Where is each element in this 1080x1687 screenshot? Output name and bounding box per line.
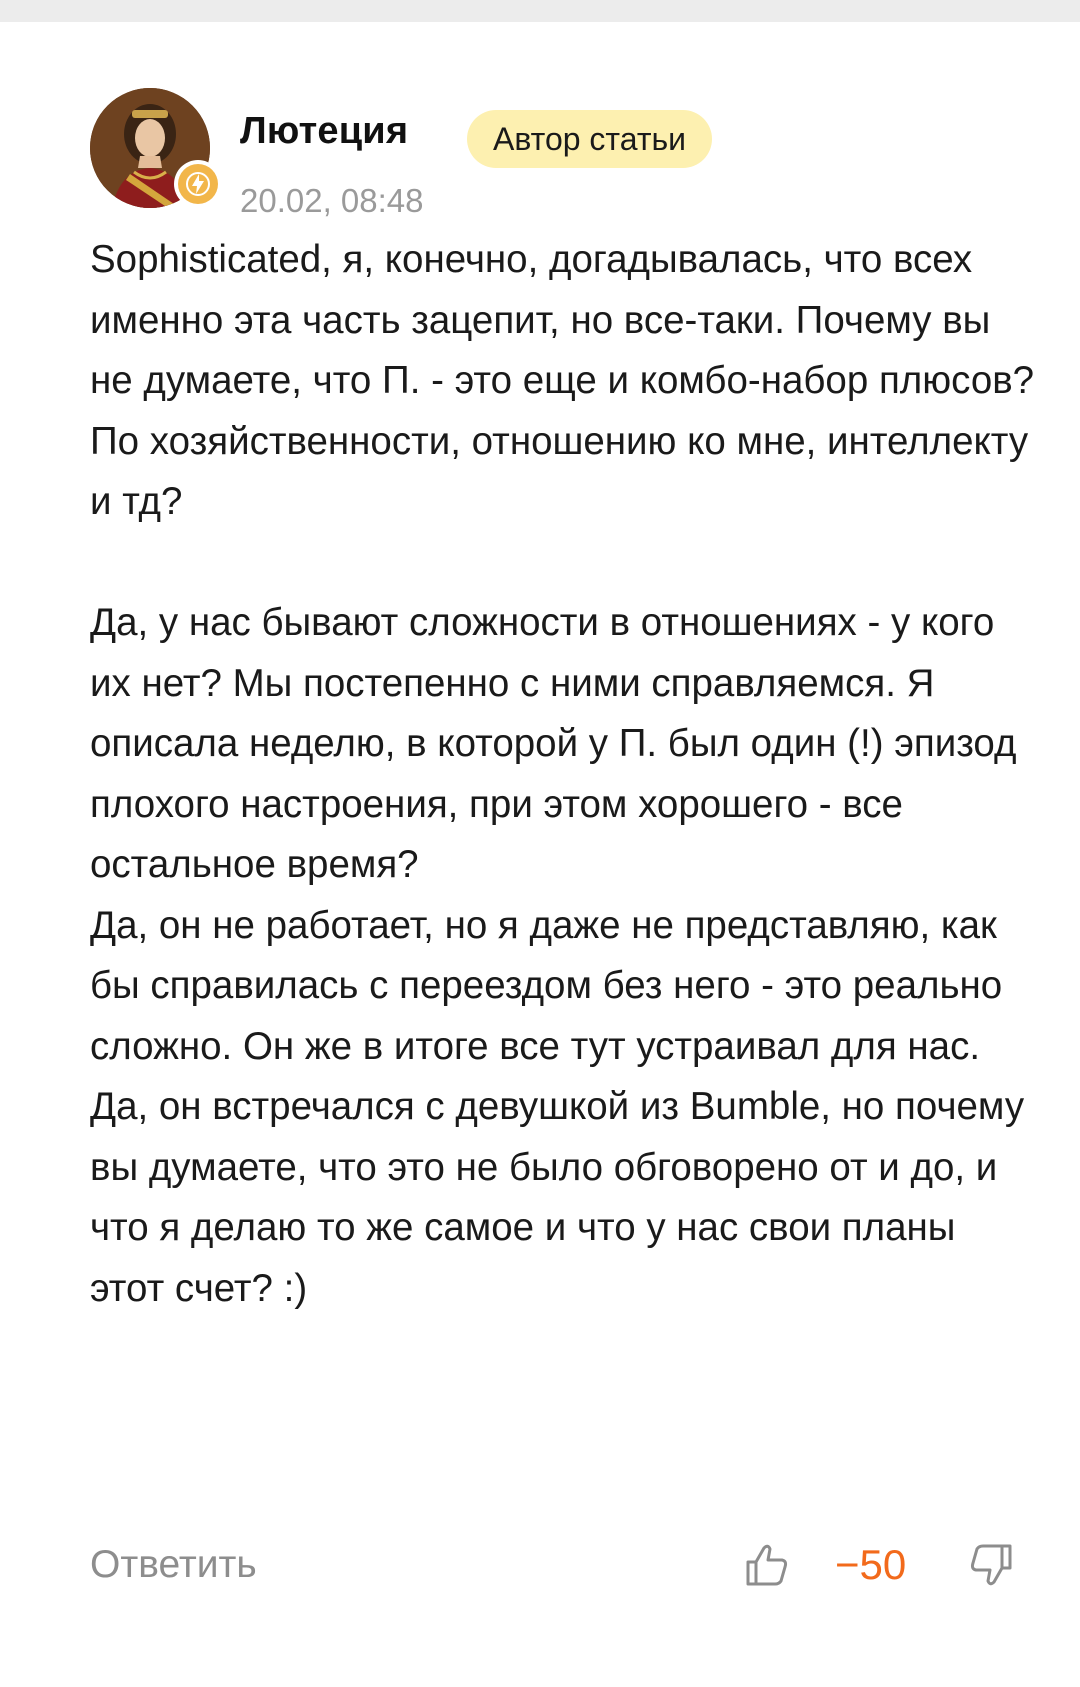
article-author-badge: Автор статьи	[467, 110, 712, 168]
author-status-badge	[174, 160, 222, 208]
comment-body	[90, 230, 1040, 1319]
thumbs-up-icon	[742, 1540, 792, 1590]
comment-card	[0, 22, 1080, 1687]
comment-header	[90, 88, 1040, 218]
comment-paragraph: Да, он не работает, но я даже не представляю, как бы справилась с переездом без него - это реально сложно. Он же в итоге все тут устраивал для нас.	[90, 903, 1003, 1068]
comment-timestamp: 20.02, 08:48	[240, 182, 424, 219]
comment-paragraph: Sophisticated, я, конечно, догадывалась, что всех именно эта часть зацепит, но все-таки. Почему вы не думаете, что П. - это еще и комбо-набор плюсов? По хозяйственности, отношению ко мне, интеллекту и тд?	[90, 238, 1035, 523]
author-name[interactable]: Лютеция	[240, 110, 409, 152]
lightning-badge-icon	[186, 170, 210, 198]
comment-score: −50	[835, 1541, 907, 1588]
dislike-button[interactable]	[966, 1540, 1016, 1590]
top-divider	[0, 0, 1080, 22]
reply-button[interactable]: Ответить	[90, 1543, 257, 1586]
paragraph-gap	[90, 533, 1040, 594]
comment-paragraph: Да, у нас бывают сложности в отношениях - у кого их нет? Мы постепенно с ними справляемся. Я описала неделю, в которой у П. был один (!) эпизод плохого настроения, при этом хорошего - все остальное время?	[90, 601, 1017, 886]
like-button[interactable]	[742, 1540, 792, 1590]
comment-paragraph: Да, он встречался с девушкой из Bumble, но почему вы думаете, что это не было обговорено от и до, и что я делаю то же самое и что у нас свои планы этот счет? :)	[90, 1085, 1025, 1310]
comment-actions	[90, 1530, 1020, 1600]
thumbs-down-icon	[966, 1540, 1016, 1590]
